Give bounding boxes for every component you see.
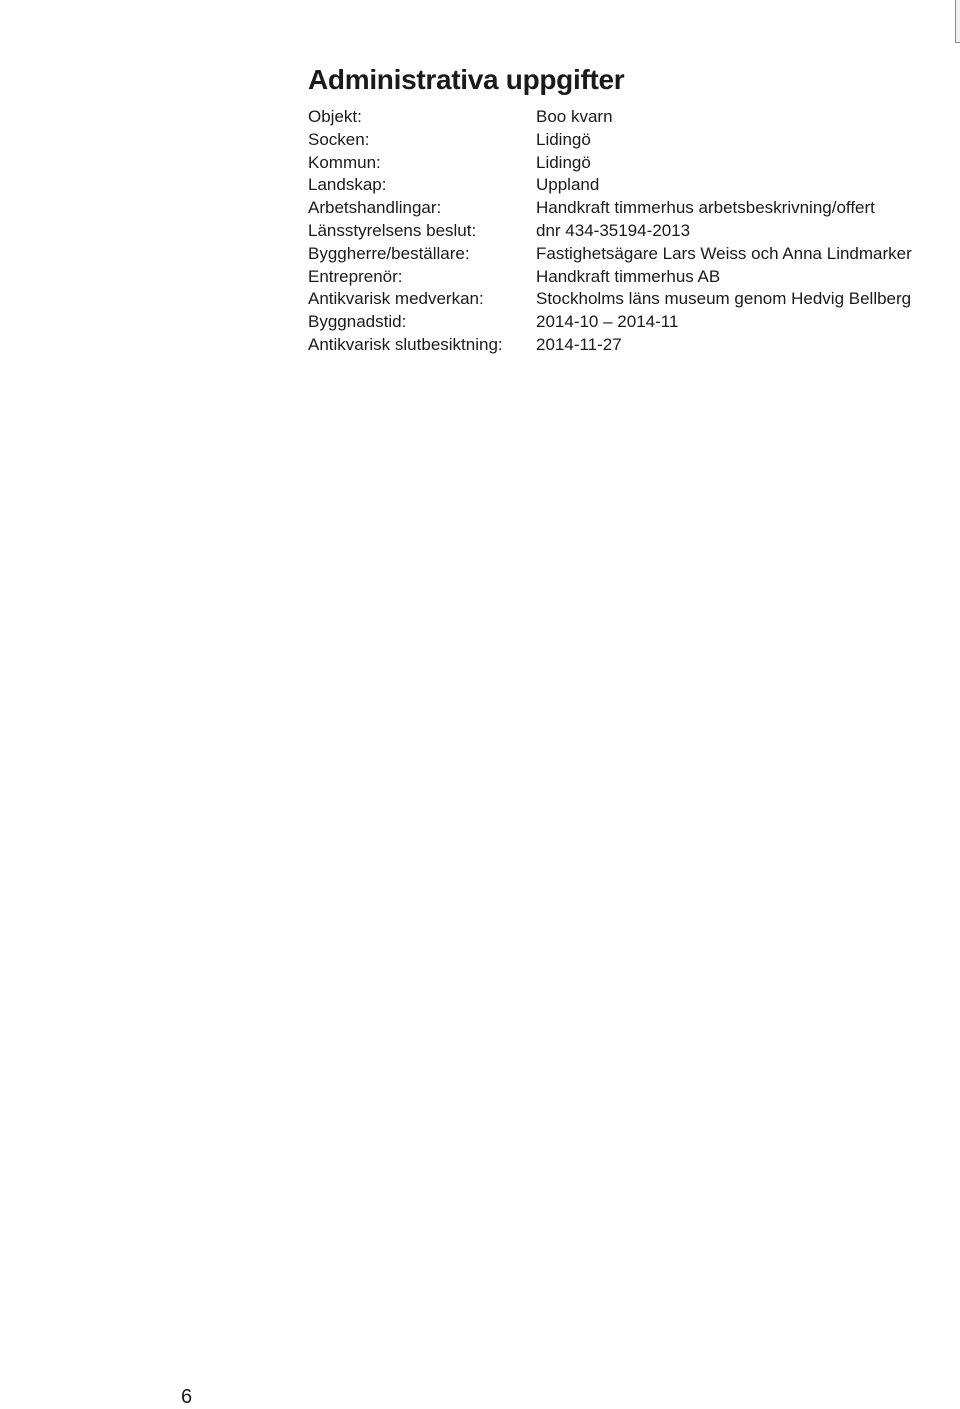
row-label: Byggnadstid: [308,312,407,332]
row-label: Antikvarisk slutbesiktning: [308,334,503,354]
row-label: Byggherre/beställare: [308,243,470,263]
page-corner-mark [955,0,960,43]
row-value: dnr 434-35194-2013 [536,220,691,240]
page-number: 6 [181,1386,193,1408]
row-value: Boo kvarn [536,107,613,126]
row-value: Lidingö [536,152,591,172]
row-label: Objekt: [308,107,362,126]
page-title: Administrativa uppgifter [308,64,625,95]
administrative-info-table [308,106,912,357]
row-value: 2014-11-27 [536,334,622,354]
table-row [308,311,912,334]
table-row [308,288,912,311]
table-row [308,266,912,289]
row-value: Uppland [536,175,600,195]
row-value: Fastighetsägare Lars Weiss och Anna Lindmarker [536,243,912,263]
table-row [308,197,912,220]
row-value: 2014-10 – 2014-11 [536,312,679,332]
row-value: Handkraft timmerhus arbetsbeskrivning/offert [536,198,875,218]
row-value: Handkraft timmerhus AB [536,266,721,286]
row-label: Länsstyrelsens beslut: [308,220,477,240]
table-row [308,106,912,129]
row-label: Antikvarisk medverkan: [308,289,484,309]
row-value: Lidingö [536,129,591,149]
row-label: Entreprenör: [308,266,403,286]
table-row [308,129,912,152]
table-row [308,243,912,266]
table-row [308,220,912,243]
row-value: Stockholms läns museum genom Hedvig Bellberg [536,289,912,309]
table-row [308,152,912,175]
row-label: Arbetshandlingar: [308,198,442,218]
row-label: Landskap: [308,175,387,195]
table-row [308,334,912,357]
row-label: Kommun: [308,152,381,172]
row-label: Socken: [308,129,370,149]
table-row [308,174,912,197]
